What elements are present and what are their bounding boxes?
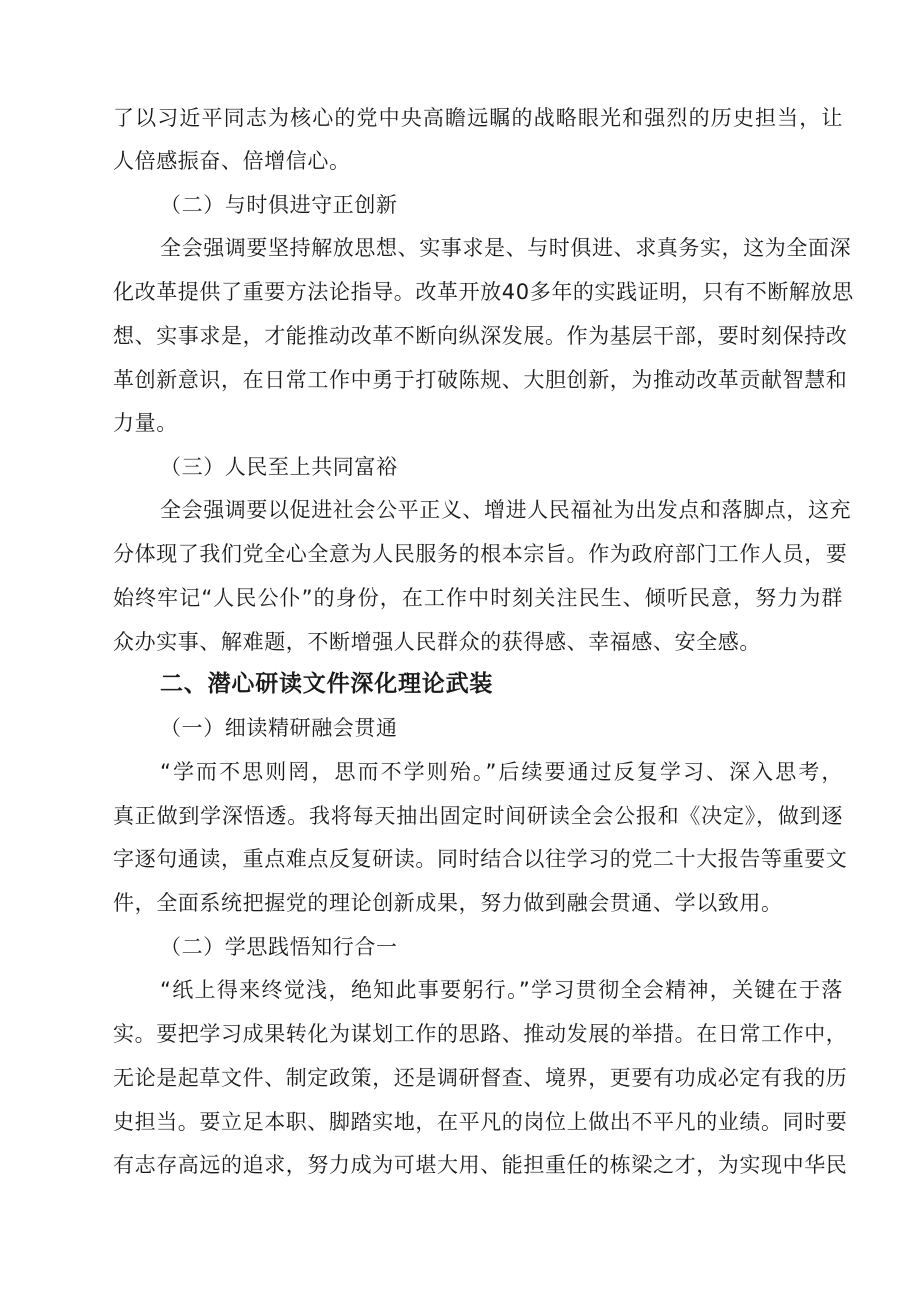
paragraph-line: 有志存高远的追求，努力成为可堪大用、能担重任的栋梁之才，为实现中华民 <box>113 1153 848 1177</box>
paragraph-line: “纸上得来终觉浅，绝知此事要躬行。”学习贯彻全会精神，关键在于落 <box>160 978 843 1002</box>
paragraph-line: 件，全面系统把握党的理论创新成果，努力做到融会贯通、学以致用。 <box>113 891 783 915</box>
paragraph-line: 力量。 <box>113 411 178 435</box>
subsection-title: （二）与时俱进守正创新 <box>160 193 398 217</box>
paragraph-line: 史担当。要立足本职、脚踏实地，在平凡的岗位上做出不平凡的业绩。同时要 <box>113 1110 848 1134</box>
section-heading: 二、潜心研读文件深化理论武装 <box>160 671 494 697</box>
paragraph-line: 分体现了我们党全心全意为人民服务的根本宗旨。作为政府部门工作人员，要 <box>113 542 848 566</box>
paragraph-line: 字逐句通读，重点难点反复研读。同时结合以往学习的党二十大报告等重要文 <box>113 847 848 871</box>
paragraph-line: 了以习近平同志为核心的党中央高瞻远瞩的战略眼光和强烈的历史担当，让 <box>113 106 843 130</box>
subsection-title: （一）细读精研融会贯通 <box>160 716 398 740</box>
paragraph-line: “学而不思则罔，思而不学则殆。”后续要通过反复学习、深入思考， <box>160 760 843 784</box>
paragraph-line: 无论是起草文件、制定政策，还是调研督查、境界，更要有功成必定有我的历 <box>113 1066 848 1090</box>
paragraph-line: 全会强调要以促进社会公平正义、增进人民福祉为出发点和落脚点，这充 <box>160 498 852 522</box>
paragraph-line: 化改革提供了重要方法论指导。改革开放40多年的实践证明，只有不断解放思 <box>113 280 854 304</box>
subsection-title: （三）人民至上共同富裕 <box>160 455 398 479</box>
paragraph-line: 众办实事、解难题，不断增强人民群众的获得感、幸福感、安全感。 <box>113 630 761 654</box>
paragraph-line: 真正做到学深悟透。我将每天抽出固定时间研读全会公报和《决定》，做到逐 <box>113 804 843 828</box>
paragraph-line: 始终牢记“人民公仆”的身份，在工作中时刻关注民生、倾听民意，努力为群 <box>113 586 843 610</box>
paragraph-line: 人倍感振奋、倍增信心。 <box>113 149 351 173</box>
paragraph-line: 实。要把学习成果转化为谋划工作的思路、推动发展的举措。在日常工作中， <box>113 1022 848 1046</box>
paragraph-line: 革创新意识，在日常工作中勇于打破陈规、大胆创新，为推动改革贡献智慧和 <box>113 368 848 392</box>
subsection-title: （二）学思践悟知行合一 <box>160 935 398 959</box>
paragraph-line: 全会强调要坚持解放思想、实事求是、与时俱进、求真务实，这为全面深 <box>160 236 852 260</box>
paragraph-line: 想、实事求是，才能推动改革不断向纵深发展。作为基层干部，要时刻保持改 <box>113 324 848 348</box>
